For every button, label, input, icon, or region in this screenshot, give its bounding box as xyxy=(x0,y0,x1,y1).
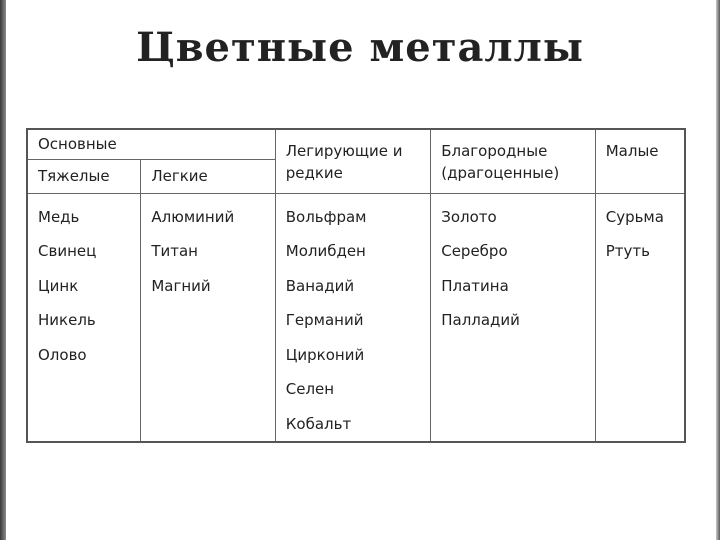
column-legkie xyxy=(141,193,275,442)
header-row-top xyxy=(27,129,685,159)
slide-title: Цветные металлы xyxy=(136,24,584,71)
metal-item: Цирконий xyxy=(285,345,365,364)
metal-item: Палладий xyxy=(441,311,520,329)
left-border-bar xyxy=(0,0,6,540)
metal-item: Магний xyxy=(151,276,211,295)
metal-item: Никель xyxy=(38,311,96,329)
metal-item: Медь xyxy=(38,207,80,226)
header-osnovnye: Основные xyxy=(27,129,275,159)
metal-item: Селен xyxy=(285,380,335,398)
metal-item: Цинк xyxy=(38,276,79,295)
header-blagorodnye: Благородные (драгоценные) xyxy=(431,129,596,193)
metal-item: Кобальт xyxy=(285,414,352,433)
metal-item: Сурьма xyxy=(605,207,664,226)
metal-item: Золото xyxy=(441,207,497,226)
metal-item: Серебро xyxy=(441,242,508,260)
column-blagorodnye xyxy=(431,193,596,442)
right-border-bar xyxy=(716,0,720,540)
metal-item: Германий xyxy=(285,311,364,329)
header-legiruyushchie: Легирующие и редкие xyxy=(275,129,430,193)
metal-item: Алюминий xyxy=(151,207,235,226)
column-tyazhelye xyxy=(27,193,141,442)
metal-item: Олово xyxy=(38,345,87,364)
metal-item: Ванадий xyxy=(285,276,355,295)
metal-item: Ртуть xyxy=(605,242,650,260)
body-row xyxy=(27,193,685,442)
header-tyazhelye: Тяжелые xyxy=(27,159,141,193)
header-malye: Малые xyxy=(595,129,685,193)
metal-item: Молибден xyxy=(285,242,366,260)
metal-item: Платина xyxy=(441,276,509,295)
header-legkie: Легкие xyxy=(141,159,275,193)
metal-item: Титан xyxy=(151,242,198,260)
metal-item: Вольфрам xyxy=(285,207,367,226)
column-malye xyxy=(595,193,685,442)
column-legiruyushchie xyxy=(275,193,430,442)
metal-item: Свинец xyxy=(38,242,97,260)
metals-table xyxy=(26,128,686,443)
